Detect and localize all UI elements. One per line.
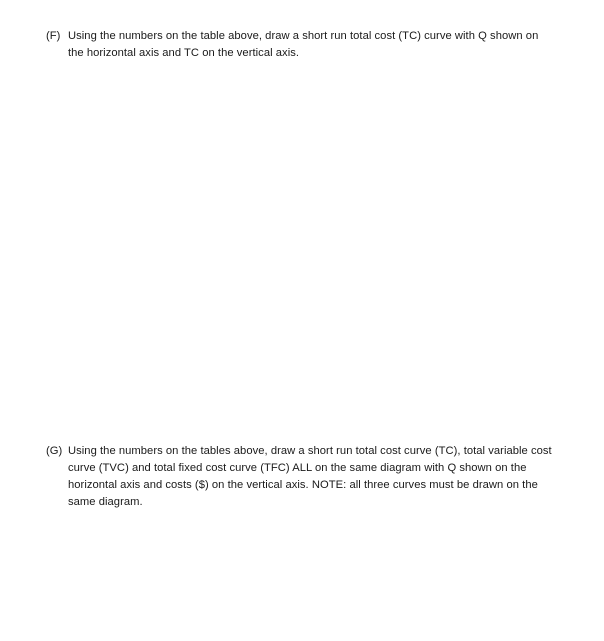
question-g-text-2: curve (TVC) and total fixed cost curve (TFC) ALL on the same diagram with Q shown on the bbox=[68, 462, 527, 474]
question-g-text-3: horizontal axis and costs ($) on the vertical axis. NOTE: all three curves must be drawn on the bbox=[68, 479, 538, 491]
question-g-text-4: same diagram. bbox=[68, 496, 143, 508]
question-g-line-1 bbox=[46, 443, 580, 460]
question-g-text-1: Using the numbers on the tables above, draw a short run total cost curve (TC), total variable cost bbox=[68, 445, 552, 457]
question-f-text-2: the horizontal axis and TC on the vertical axis. bbox=[68, 47, 300, 59]
question-f-line-1 bbox=[46, 28, 580, 45]
question-g-label: (G) bbox=[46, 445, 63, 457]
question-f bbox=[46, 28, 580, 62]
question-f-label: (F) bbox=[46, 30, 61, 42]
question-f-text-1: Using the numbers on the table above, draw a short run total cost (TC) curve with Q shown on bbox=[68, 30, 539, 42]
question-g bbox=[46, 443, 580, 511]
